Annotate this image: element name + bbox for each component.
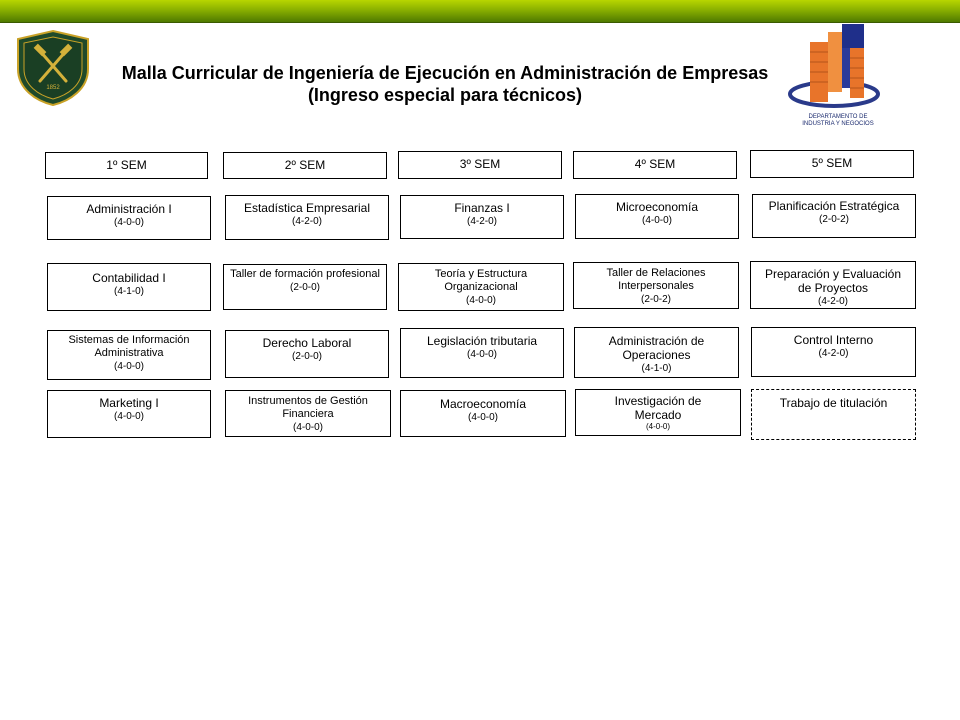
course-name: Planificación Estratégica: [768, 199, 900, 213]
course-code: (4-0-0): [113, 411, 144, 422]
course-box: [400, 328, 564, 378]
university-seal-logo: [14, 29, 92, 107]
course-name: Control Interno: [793, 333, 874, 347]
semester-header-3: 3º SEM: [398, 151, 562, 179]
course-name: Macroeconomía: [439, 397, 527, 411]
course-code: (4-2-0): [817, 296, 848, 307]
course-box: [223, 264, 387, 310]
course-name: Derecho Laboral: [262, 336, 352, 350]
course-name: Investigación de Mercado: [614, 394, 702, 422]
course-code: (2-0-0): [289, 282, 320, 293]
course-box: [574, 327, 739, 378]
course-box: [400, 195, 564, 239]
course-box: [47, 196, 211, 240]
course-name: Finanzas I: [454, 201, 510, 215]
title-line-2: (Ingreso especial para técnicos): [307, 85, 583, 105]
top-bar: [0, 0, 960, 23]
course-code: (4-0-0): [641, 215, 672, 226]
course-code: (2-0-2): [640, 294, 671, 305]
course-box: [225, 330, 389, 378]
course-code: (4-2-0): [291, 216, 322, 227]
course-name: Contabilidad I: [92, 271, 166, 285]
course-box: [573, 262, 739, 309]
course-name: Preparación y Evaluación de Proyectos: [764, 267, 902, 295]
semester-header-1: 1º SEM: [45, 152, 208, 179]
course-box: [752, 194, 916, 238]
course-box: [575, 194, 739, 239]
page-title: [85, 62, 805, 106]
course-box: [751, 327, 916, 377]
course-code: (4-1-0): [641, 363, 672, 374]
course-box: [750, 261, 916, 309]
course-name: Teoría y Estructura Organizacional: [434, 268, 528, 293]
course-name: Legislación tributaria: [426, 334, 538, 348]
course-name: Administración I: [86, 202, 172, 216]
course-code: (4-0-0): [113, 361, 144, 372]
course-name: Taller de Relaciones Interpersonales: [606, 267, 706, 292]
course-name: Administración de Operaciones: [608, 334, 705, 362]
course-box: [400, 390, 566, 437]
course-name: Estadística Empresarial: [243, 201, 371, 215]
semester-header-5: 5º SEM: [750, 150, 914, 178]
semester-header-2: 2º SEM: [223, 152, 387, 179]
course-box: [575, 389, 741, 436]
course-box-thesis: [751, 389, 916, 440]
course-code: (4-0-0): [467, 412, 498, 423]
course-code: (4-2-0): [466, 216, 497, 227]
course-name: Marketing I: [99, 396, 159, 410]
course-box: [47, 263, 211, 311]
semester-header-4: 4º SEM: [573, 151, 737, 179]
svg-text:1852: 1852: [46, 85, 60, 91]
course-box: [398, 263, 564, 311]
course-code: (4-1-0): [113, 286, 144, 297]
course-code: (2-0-0): [291, 351, 322, 362]
course-box: [47, 330, 211, 380]
course-code: (4-2-0): [818, 348, 849, 359]
course-box: [225, 390, 391, 437]
course-code: (4-0-0): [465, 295, 496, 306]
department-name: DEPARTAMENTO DE INDUSTRIA Y NEGOCIOS: [802, 114, 874, 127]
course-box: [225, 195, 389, 240]
course-name: Trabajo de titulación: [779, 396, 888, 410]
course-code: (2-0-2): [818, 214, 849, 225]
course-code: (4-0-0): [113, 217, 144, 228]
course-code: (4-0-0): [292, 422, 323, 433]
course-name: Instrumentos de Gestión Financiera: [248, 395, 368, 420]
course-code: (4-0-0): [466, 349, 497, 360]
course-name: Sistemas de Información Administrativa: [68, 334, 190, 359]
course-name: Microeconomía: [615, 200, 699, 214]
title-line-1: Malla Curricular de Ingeniería de Ejecución en Administración de Empresas: [121, 63, 769, 83]
course-code: (4-0-0): [645, 422, 670, 431]
course-name: Taller de formación profesional: [230, 268, 380, 280]
department-logo: [786, 22, 890, 130]
course-box: [47, 390, 211, 438]
